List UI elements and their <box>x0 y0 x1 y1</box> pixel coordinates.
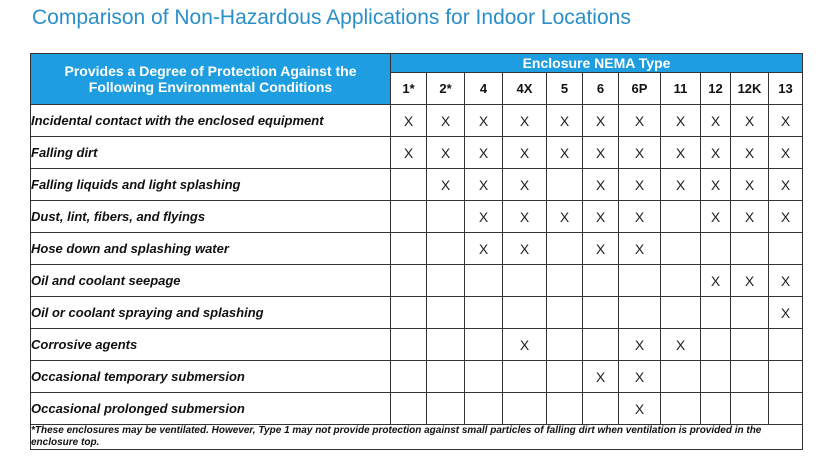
protection-mark-cell <box>701 393 731 425</box>
protection-mark-cell <box>503 265 547 297</box>
protection-mark-cell <box>731 393 769 425</box>
protection-mark-cell: X <box>465 169 503 201</box>
table-body <box>31 105 803 425</box>
protection-mark-cell <box>503 393 547 425</box>
protection-mark-cell: X <box>619 169 661 201</box>
protection-mark-cell: X <box>465 105 503 137</box>
footnote: *These enclosures may be ventilated. However, Type 1 may not provide protection against small particles of falling dirt when ventilation is provided in the enclosure top. <box>31 425 803 450</box>
protection-mark-cell: X <box>619 393 661 425</box>
protection-mark-cell <box>465 265 503 297</box>
protection-mark-cell <box>547 265 583 297</box>
protection-mark-cell <box>701 233 731 265</box>
protection-mark-cell <box>391 329 427 361</box>
protection-mark-cell: X <box>583 137 619 169</box>
protection-mark-cell: X <box>661 329 701 361</box>
protection-mark-cell: X <box>661 137 701 169</box>
condition-label: Oil and coolant seepage <box>31 265 391 297</box>
protection-mark-cell: X <box>769 169 803 201</box>
protection-mark-cell: X <box>769 137 803 169</box>
condition-label: Occasional temporary submersion <box>31 361 391 393</box>
table-row <box>31 329 803 361</box>
protection-mark-cell <box>731 361 769 393</box>
protection-mark-cell: X <box>547 201 583 233</box>
condition-label: Falling liquids and light splashing <box>31 169 391 201</box>
protection-mark-cell: X <box>661 105 701 137</box>
condition-label: Falling dirt <box>31 137 391 169</box>
protection-mark-cell: X <box>731 105 769 137</box>
condition-label: Hose down and splashing water <box>31 233 391 265</box>
protection-mark-cell <box>391 265 427 297</box>
protection-mark-cell: X <box>465 233 503 265</box>
protection-mark-cell: X <box>731 265 769 297</box>
protection-mark-cell <box>465 329 503 361</box>
protection-mark-cell: X <box>583 169 619 201</box>
protection-mark-cell: X <box>391 137 427 169</box>
protection-mark-cell <box>701 297 731 329</box>
condition-label: Occasional prolonged submersion <box>31 393 391 425</box>
table-row <box>31 297 803 329</box>
protection-mark-cell: X <box>769 105 803 137</box>
protection-mark-cell <box>661 233 701 265</box>
protection-mark-cell <box>661 201 701 233</box>
condition-label: Oil or coolant spraying and splashing <box>31 297 391 329</box>
protection-mark-cell: X <box>465 137 503 169</box>
protection-mark-cell <box>661 297 701 329</box>
type-header-cell: 13 <box>769 73 803 105</box>
protection-mark-cell <box>731 329 769 361</box>
table-row <box>31 137 803 169</box>
protection-mark-cell <box>391 361 427 393</box>
protection-mark-cell <box>547 297 583 329</box>
protection-mark-cell: X <box>503 201 547 233</box>
protection-mark-cell: X <box>619 233 661 265</box>
table-row <box>31 265 803 297</box>
protection-mark-cell <box>427 329 465 361</box>
protection-mark-cell: X <box>503 105 547 137</box>
table-row <box>31 169 803 201</box>
type-header-cell: 5 <box>547 73 583 105</box>
type-header-cell: 12 <box>701 73 731 105</box>
table-row <box>31 233 803 265</box>
protection-mark-cell <box>427 297 465 329</box>
protection-mark-cell: X <box>503 329 547 361</box>
protection-mark-cell: X <box>701 105 731 137</box>
protection-mark-cell <box>701 329 731 361</box>
condition-label: Corrosive agents <box>31 329 391 361</box>
protection-mark-cell: X <box>619 361 661 393</box>
type-header-cell: 6 <box>583 73 619 105</box>
protection-mark-cell <box>619 297 661 329</box>
protection-mark-cell: X <box>427 169 465 201</box>
protection-mark-cell <box>391 201 427 233</box>
protection-mark-cell: X <box>583 105 619 137</box>
protection-mark-cell: X <box>619 137 661 169</box>
protection-mark-cell: X <box>769 201 803 233</box>
protection-mark-cell <box>391 233 427 265</box>
protection-mark-cell: X <box>769 265 803 297</box>
protection-mark-cell: X <box>769 297 803 329</box>
protection-mark-cell <box>731 233 769 265</box>
table-row <box>31 105 803 137</box>
protection-mark-cell <box>547 169 583 201</box>
protection-mark-cell <box>661 361 701 393</box>
protection-mark-cell: X <box>583 233 619 265</box>
enclosure-type-header: Enclosure NEMA Type <box>391 54 803 73</box>
type-header-cell: 4X <box>503 73 547 105</box>
type-header-cell: 6P <box>619 73 661 105</box>
protection-mark-cell <box>769 393 803 425</box>
protection-mark-cell: X <box>701 265 731 297</box>
protection-mark-cell <box>391 297 427 329</box>
protection-mark-cell: X <box>619 329 661 361</box>
protection-mark-cell: X <box>731 169 769 201</box>
protection-mark-cell: X <box>701 201 731 233</box>
protection-mark-cell <box>619 265 661 297</box>
protection-mark-cell: X <box>547 105 583 137</box>
table-row <box>31 393 803 425</box>
protection-mark-cell: X <box>701 169 731 201</box>
protection-mark-cell: X <box>503 233 547 265</box>
protection-mark-cell <box>391 393 427 425</box>
protection-mark-cell <box>583 265 619 297</box>
nema-comparison-table <box>30 53 803 450</box>
protection-mark-cell <box>583 329 619 361</box>
condition-label: Dust, lint, fibers, and flyings <box>31 201 391 233</box>
protection-mark-cell <box>427 265 465 297</box>
protection-mark-cell <box>427 201 465 233</box>
conditions-header: Provides a Degree of Protection Against the Following Environmental Conditions <box>31 54 391 105</box>
protection-mark-cell: X <box>731 201 769 233</box>
protection-mark-cell: X <box>503 169 547 201</box>
protection-mark-cell <box>547 361 583 393</box>
protection-mark-cell <box>427 361 465 393</box>
protection-mark-cell: X <box>701 137 731 169</box>
protection-mark-cell <box>769 233 803 265</box>
protection-mark-cell: X <box>547 137 583 169</box>
protection-mark-cell <box>769 361 803 393</box>
protection-mark-cell: X <box>427 137 465 169</box>
type-header-cell: 2* <box>427 73 465 105</box>
type-header-cell: 4 <box>465 73 503 105</box>
protection-mark-cell <box>661 265 701 297</box>
type-header-cell: 11 <box>661 73 701 105</box>
protection-mark-cell <box>503 297 547 329</box>
protection-mark-cell <box>465 361 503 393</box>
protection-mark-cell <box>391 169 427 201</box>
protection-mark-cell <box>583 297 619 329</box>
page-title: Comparison of Non-Hazardous Applications for Indoor Locations <box>32 6 631 29</box>
protection-mark-cell <box>503 361 547 393</box>
condition-label: Incidental contact with the enclosed equipment <box>31 105 391 137</box>
protection-mark-cell <box>547 329 583 361</box>
protection-mark-cell: X <box>619 201 661 233</box>
protection-mark-cell: X <box>731 137 769 169</box>
protection-mark-cell <box>661 393 701 425</box>
protection-mark-cell: X <box>503 137 547 169</box>
protection-mark-cell: X <box>619 105 661 137</box>
protection-mark-cell: X <box>583 361 619 393</box>
protection-mark-cell <box>769 329 803 361</box>
protection-mark-cell <box>731 297 769 329</box>
protection-mark-cell: X <box>427 105 465 137</box>
type-header-cell: 12K <box>731 73 769 105</box>
protection-mark-cell <box>547 393 583 425</box>
protection-mark-cell: X <box>661 169 701 201</box>
type-header-cell: 1* <box>391 73 427 105</box>
protection-mark-cell: X <box>391 105 427 137</box>
protection-mark-cell: X <box>583 201 619 233</box>
protection-mark-cell <box>427 393 465 425</box>
protection-mark-cell <box>547 233 583 265</box>
protection-mark-cell <box>583 393 619 425</box>
table-row <box>31 361 803 393</box>
protection-mark-cell <box>701 361 731 393</box>
protection-mark-cell <box>427 233 465 265</box>
table-row <box>31 201 803 233</box>
protection-mark-cell <box>465 297 503 329</box>
protection-mark-cell <box>465 393 503 425</box>
protection-mark-cell: X <box>465 201 503 233</box>
